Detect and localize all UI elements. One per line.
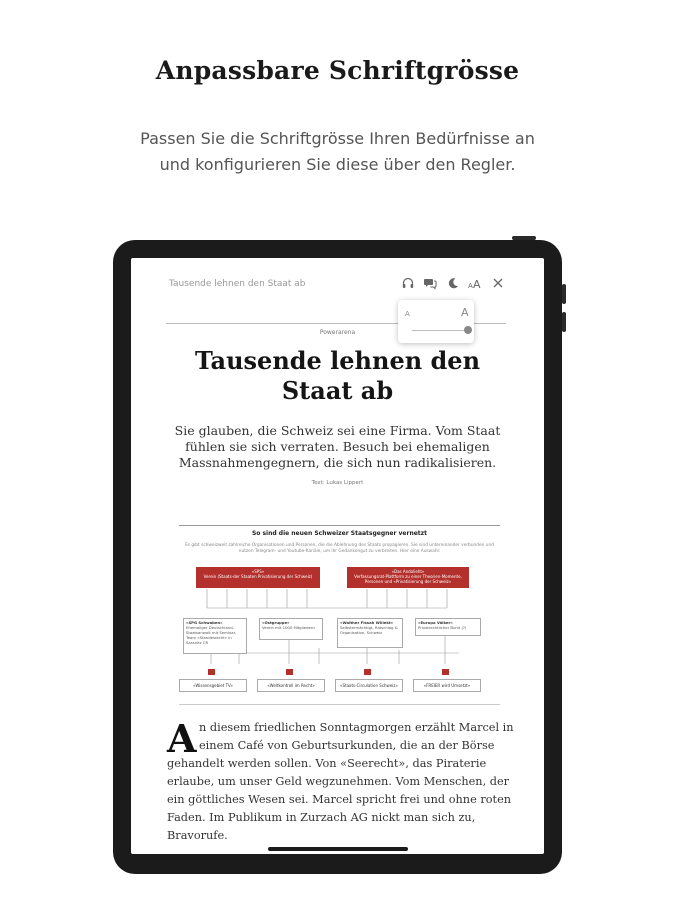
infographic-node-box	[415, 618, 481, 636]
infographic-bottom-rule	[179, 704, 500, 705]
font-size-popup	[398, 300, 474, 343]
infographic-top-rule	[179, 525, 500, 526]
infographic-node-box	[259, 618, 323, 640]
infographic-marker	[442, 669, 449, 675]
infographic-channel-box: «Weltkontroll im Recht»	[257, 679, 325, 692]
close-icon[interactable]	[491, 276, 505, 290]
article-lead: Sie glauben, die Schweiz sei eine Firma. Vom Staat fühlen sie sich verraten. Besuch bei ehemaligen Massnahmengegnern, die sich nun radikalisieren.	[174, 423, 501, 470]
node-box-title: «Ostgruppe»	[262, 620, 290, 625]
red-box-title: «SPS»	[251, 569, 265, 574]
body-line: einem Café von Geburtsurkunden, die an der Börse	[199, 739, 495, 752]
comments-icon[interactable]	[423, 276, 437, 290]
tablet-volume-up-button	[562, 284, 566, 304]
body-line: n diesem friedlichen Sonntagmorgen erzählt Marcel in	[199, 721, 514, 734]
article-rubric: Powerarena	[319, 329, 356, 336]
infographic-marker	[364, 669, 371, 675]
node-box-title: «Europa Völker»	[418, 620, 453, 625]
red-box-text: Verein (Staats-der Staaten Privatisierung der Schweiz)	[203, 574, 313, 579]
font-size-large-label: A	[461, 306, 469, 319]
node-box-text: Selbstermächtigt, Ratschlag & Organisation, Schweiz	[340, 625, 398, 635]
node-box-title: «Walther Fissah Willekt»	[340, 620, 394, 625]
node-box-text: Ehemaliger Deutschland-Staatsanwalt mit Seminar-Team «Standesrecht» in Sassnitz CR	[186, 625, 237, 645]
font-size-small-label: A	[405, 310, 410, 318]
body-line: Faden. Im Publikum in Zurzach AG nickt man sich zu,	[167, 811, 476, 824]
infographic-channel-box: «Staats-Circulation Schweiz»	[335, 679, 403, 692]
infographic-description: Es gibt schweizweit zahlreiche Organisationen und Personen, die die Ablehnung des Staats propagieren. Sie sind untereinander verbunden und nutzen Telegram- und Youtube-Kanäle, um ihr Gedankengut zu verbreiten. Hier eine Auswahl:	[185, 543, 494, 554]
infographic-title: So sind die neuen Schweizer Staatsgegner vernetzt	[251, 530, 428, 537]
home-indicator	[268, 847, 408, 851]
red-box-text: Verfassungsrat-Plattform zu einer Theorien-Momente, Personen und «Privatisierung der Schweiz»	[354, 574, 462, 584]
moon-icon[interactable]	[446, 276, 460, 290]
infographic-marker	[208, 669, 215, 675]
red-box-title: «Das Andolieht»	[391, 569, 425, 574]
subtitle-line: Passen Sie die Schriftgrösse Ihren Bedürfnisse an	[140, 129, 535, 148]
infographic-red-box	[347, 567, 469, 588]
page-title: Anpassbare Schriftgrösse	[155, 56, 520, 85]
article-author: Text: Lukas Lippert	[311, 480, 364, 486]
svg-text:A: A	[473, 278, 481, 290]
font-size-icon[interactable]	[468, 276, 482, 290]
page-subtitle	[90, 126, 585, 178]
svg-text:A: A	[468, 282, 473, 290]
body-line: gehandelt werden sollen. Von «Seerecht», das Piraterie	[167, 757, 487, 770]
reader-topbar-title: Tausende lehnen den Staat ab	[169, 279, 306, 289]
article-headline: Tausende lehnen den Staat ab	[194, 346, 481, 405]
infographic-node-box	[183, 618, 247, 654]
infographic-channel-box: «FREIER wird Umsetzt»	[413, 679, 481, 692]
tablet-volume-down-button	[562, 312, 566, 332]
infographic-channel-box: «Wissensgebiet TV»	[179, 679, 247, 692]
article-body	[167, 716, 514, 845]
headphones-icon[interactable]	[401, 276, 415, 290]
infographic-marker	[286, 669, 293, 675]
body-line: Bravorufe.	[167, 829, 228, 842]
node-box-text: Verein mit 1000 Mitgliedern	[262, 625, 315, 630]
article-dropcap: A	[167, 716, 197, 761]
node-box-text: Privatrechtlicher Bund (?)	[418, 625, 467, 630]
infographic-red-box	[196, 567, 320, 588]
subtitle-line: und konfigurieren Sie diese über den Regler.	[159, 155, 516, 174]
body-line: ein göttliches Wesen sei. Marcel spricht frei und ohne roten	[167, 793, 512, 806]
reader-screen	[131, 258, 544, 854]
node-box-title: «SPG Schwaben»	[186, 620, 223, 625]
body-line: erlaube, um unser Geld wegzunehmen. Vom Menschen, der	[167, 775, 510, 788]
infographic-node-box	[337, 618, 403, 648]
